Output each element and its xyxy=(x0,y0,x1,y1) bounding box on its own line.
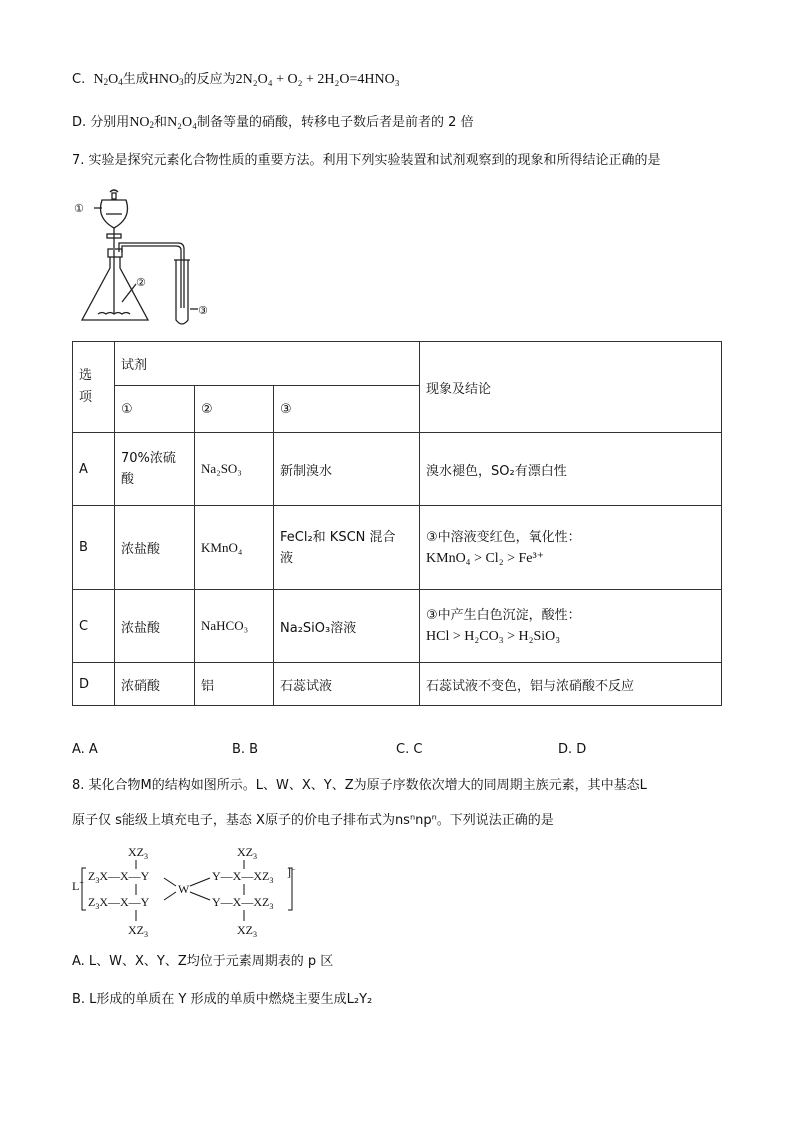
choice-a[interactable]: A. A xyxy=(72,742,98,757)
svg-text:Y—X—XZ3: $Y—X—XZ_3$ xyxy=(212,869,274,885)
choice-d[interactable]: D. D xyxy=(558,742,587,757)
svg-text:]−: ]− xyxy=(287,865,296,879)
header-col-2: ② xyxy=(195,386,274,433)
header-reagent: 试剂 xyxy=(115,342,420,386)
table-row: D 浓硝酸 铝 石蕊试液 石蕊试液不变色，铝与浓硝酸不反应 xyxy=(73,663,722,706)
header-option: 选 项 xyxy=(73,342,115,433)
svg-text:Z3X—X—Y: $Z_3X—X—Y$ xyxy=(88,869,150,885)
svg-text:W: W xyxy=(178,882,190,896)
compound-structure-diagram xyxy=(72,842,312,938)
q6-option-c-equation: 2N₂O₄ + O₂ + 2H₂O=4HNO₃ xyxy=(235,72,400,87)
q7-stem: 7. 实验是探究元素化合物性质的重要方法。利用下列实验装置和试剂观察到的现象和所得结论正确的是 xyxy=(72,153,661,168)
svg-text:XZ3: $XZ_3$ xyxy=(128,845,148,861)
q6-option-d: D. 分别用$NO_2$和N₂O₄制备等量的硝酸，转移电子数后者是前者的 2 倍 xyxy=(72,115,474,130)
choice-b[interactable]: B. B xyxy=(232,742,259,757)
q6-option-c: C. $N_2O_4$生成$HNO_3$的反应为2N₂O₄ + O₂ + 2H₂O=4HNO₃ xyxy=(72,72,400,87)
choice-c[interactable]: C. C xyxy=(396,742,423,757)
apparatus-label-3: ③ xyxy=(198,304,208,317)
svg-text:XZ3: $XZ_3$ xyxy=(237,845,257,861)
svg-text:Z3X—X—Y: $Z_3X—X—Y$ xyxy=(88,895,150,911)
table-row: C 浓盐酸 NaHCO₃ Na₂SiO₃溶液 ③中产生白色沉淀，酸性： HCl > H₂CO₃ > H₂SiO₃ xyxy=(73,590,722,663)
q7-choices xyxy=(72,742,722,762)
table-row: B 浓盐酸 KMnO₄ FeCl₂和 KSCN 混合 液 ③中溶液变红色，氧化性： KMnO₄ > Cl₂ > Fe³⁺ xyxy=(73,506,722,590)
q8-stem-line2: 原子仅 s能级上填充电子，基态 X原子的价电子排布式为nsⁿnpⁿ。下列说法正确的是 xyxy=(72,813,554,828)
header-col-1: ① xyxy=(115,386,195,433)
header-result: 现象及结论 xyxy=(420,342,722,433)
q8-option-b: B. L形成的单质在 Y 形成的单质中燃烧主要生成L₂Y₂ xyxy=(72,992,373,1007)
svg-text:Y—X—XZ3: $Y—X—XZ_3$ xyxy=(212,895,274,911)
svg-text:XZ3: $XZ_3$ xyxy=(237,923,257,938)
table-header-row xyxy=(73,342,722,386)
q8-option-a: A. L、W、X、Y、Z均位于元素周期表的 p 区 xyxy=(72,954,334,969)
svg-text:XZ3: $XZ_3$ xyxy=(128,923,148,938)
apparatus-label-2: ② xyxy=(136,276,146,289)
table-row: A 70%浓硫 酸 Na₂SO₃ 新制溴水 溴水褪色，SO₂有漂白性 xyxy=(73,433,722,506)
experiment-apparatus-diagram xyxy=(72,188,222,330)
q8-stem-line1: 8. 某化合物M的结构如图所示。L、W、X、Y、Z为原子序数依次增大的同周期主族元素，其中基态L xyxy=(72,778,647,793)
apparatus-label-1: ① xyxy=(74,202,84,215)
svg-text:L+: L+ xyxy=(72,878,84,893)
header-col-3: ③ xyxy=(274,386,420,433)
reagent-table xyxy=(72,341,722,706)
